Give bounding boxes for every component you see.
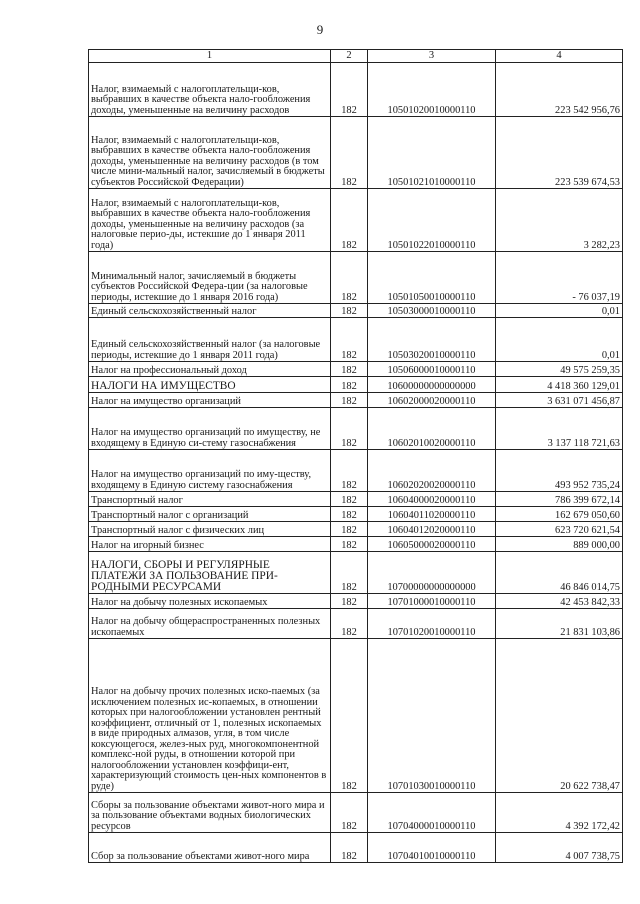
row-budget-code: 10602010020000110	[368, 408, 496, 450]
table-row	[89, 304, 623, 318]
table-row	[89, 318, 623, 362]
row-admin-code: 182	[331, 507, 368, 522]
row-admin-code: 182	[331, 393, 368, 408]
revenue-table	[88, 49, 623, 863]
row-name: Транспортный налог с физических лиц	[89, 522, 331, 537]
row-budget-code: 10704010010000110	[368, 833, 496, 863]
row-amount: 3 137 118 721,63	[496, 408, 623, 450]
table-row	[89, 408, 623, 450]
row-budget-code: 10600000000000000	[368, 377, 496, 393]
row-amount: 20 622 738,47	[496, 639, 623, 793]
row-amount: 0,01	[496, 318, 623, 362]
table-body	[89, 63, 623, 863]
row-amount: 493 952 735,24	[496, 450, 623, 492]
row-amount: 4 392 172,42	[496, 793, 623, 833]
row-admin-code: 182	[331, 362, 368, 377]
row-name: Налог, взимаемый с налогоплательщи-ков, выбравших в качестве объекта нало-гообложения доходы, уменьшенные на величину расходов (в том числе мини-мальный налог, зачисляемый в бюджеты субъектов Российской Федерации)	[89, 117, 331, 189]
row-name: Сборы за пользование объектами живот-ного мира и за пользование объектами водных биологических ресурсов	[89, 793, 331, 833]
table-row	[89, 252, 623, 304]
row-budget-code: 10602000020000110	[368, 393, 496, 408]
row-admin-code: 182	[331, 594, 368, 609]
row-admin-code: 182	[331, 522, 368, 537]
row-budget-code: 10501021010000110	[368, 117, 496, 189]
row-name: Сбор за пользование объектами живот-ного мира	[89, 833, 331, 863]
row-admin-code: 182	[331, 189, 368, 252]
row-budget-code: 10604000020000110	[368, 492, 496, 507]
column-number-4: 4	[496, 50, 623, 63]
table-row	[89, 522, 623, 537]
row-name: НАЛОГИ НА ИМУЩЕСТВО	[89, 377, 331, 393]
row-name: Транспортный налог с организаций	[89, 507, 331, 522]
table-row	[89, 393, 623, 408]
row-name: Налог на имущество организаций по иму-ществу, входящему в Единую систему газоснабжения	[89, 450, 331, 492]
row-admin-code: 182	[331, 252, 368, 304]
row-admin-code: 182	[331, 63, 368, 117]
row-amount: 786 399 672,14	[496, 492, 623, 507]
table-row	[89, 594, 623, 609]
row-name: Налог на добычу общераспространенных полезных ископаемых	[89, 609, 331, 639]
row-amount: 3 282,23	[496, 189, 623, 252]
table-row	[89, 362, 623, 377]
row-budget-code: 10701000010000110	[368, 594, 496, 609]
row-budget-code: 10704000010000110	[368, 793, 496, 833]
row-budget-code: 10501020010000110	[368, 63, 496, 117]
row-amount: 42 453 842,33	[496, 594, 623, 609]
row-amount: 46 846 014,75	[496, 552, 623, 594]
row-name: Налог, взимаемый с налогоплательщи-ков, выбравших в качестве объекта нало-гообложения доходы, уменьшенные на величину расходов (за налоговые перио-ды, истекшие до 1 января 2011 года)	[89, 189, 331, 252]
row-admin-code: 182	[331, 304, 368, 318]
row-name: Налог на имущество организаций по имуществу, не входящему в Единую си-стему газоснабжения	[89, 408, 331, 450]
row-budget-code: 10501050010000110	[368, 252, 496, 304]
column-number-row	[89, 50, 623, 63]
row-admin-code: 182	[331, 450, 368, 492]
table-row	[89, 492, 623, 507]
row-name: Единый сельскохозяйственный налог (за налоговые периоды, истекшие до 1 января 2011 года)	[89, 318, 331, 362]
row-budget-code: 10701030010000110	[368, 639, 496, 793]
row-budget-code: 10501022010000110	[368, 189, 496, 252]
row-budget-code: 10503020010000110	[368, 318, 496, 362]
row-amount: 162 679 050,60	[496, 507, 623, 522]
table-row	[89, 537, 623, 552]
row-name: Налог на игорный бизнес	[89, 537, 331, 552]
row-amount: 223 542 956,76	[496, 63, 623, 117]
table-row	[89, 609, 623, 639]
row-name: Налог на добычу полезных ископаемых	[89, 594, 331, 609]
table-row	[89, 189, 623, 252]
row-amount: - 76 037,19	[496, 252, 623, 304]
row-name: Единый сельскохозяйственный налог	[89, 304, 331, 318]
column-number-2: 2	[331, 50, 368, 63]
row-amount: 223 539 674,53	[496, 117, 623, 189]
row-amount: 4 418 360 129,01	[496, 377, 623, 393]
row-name: Налог на профессиональный доход	[89, 362, 331, 377]
row-budget-code: 10605000020000110	[368, 537, 496, 552]
row-admin-code: 182	[331, 639, 368, 793]
row-budget-code: 10604012020000110	[368, 522, 496, 537]
page-number: 9	[316, 22, 324, 37]
table-row	[89, 117, 623, 189]
row-admin-code: 182	[331, 793, 368, 833]
table-row	[89, 507, 623, 522]
row-admin-code: 182	[331, 408, 368, 450]
row-admin-code: 182	[331, 377, 368, 393]
row-name: Налог, взимаемый с налогоплательщи-ков, выбравших в качестве объекта нало-гообложения доходы, уменьшенные на величину расходов	[89, 63, 331, 117]
row-admin-code: 182	[331, 492, 368, 507]
table-row	[89, 639, 623, 793]
column-number-1: 1	[89, 50, 331, 63]
row-amount: 49 575 259,35	[496, 362, 623, 377]
row-name: НАЛОГИ, СБОРЫ И РЕГУЛЯРНЫЕ ПЛАТЕЖИ ЗА ПОЛЬЗОВАНИЕ ПРИ-РОДНЫМИ РЕСУРСАМИ	[89, 552, 331, 594]
table-row	[89, 450, 623, 492]
row-amount: 4 007 738,75	[496, 833, 623, 863]
row-amount: 0,01	[496, 304, 623, 318]
row-admin-code: 182	[331, 833, 368, 863]
row-budget-code: 10506000010000110	[368, 362, 496, 377]
row-admin-code: 182	[331, 609, 368, 639]
row-name: Налог на добычу прочих полезных иско-паемых (за исключением полезных ис-копаемых, в отношении которых при налогообложении установлен рентный коэффициент, отличный от 1, полезных ископаемых в виде природных алмазов, угля, в том числе коксующегося, желез-ных руд, многокомпонентной комплекс-ной руды, в отношении которой при налогообложении установлен коэффици-ент, характеризующий стоимость цен-ных компонентов в руде)	[89, 639, 331, 793]
row-name: Минимальный налог, зачисляемый в бюджеты субъектов Российской Федера-ции (за налоговые периоды, истекшие до 1 января 2016 года)	[89, 252, 331, 304]
row-name: Налог на имущество организаций	[89, 393, 331, 408]
row-admin-code: 182	[331, 537, 368, 552]
row-amount: 21 831 103,86	[496, 609, 623, 639]
table-row	[89, 833, 623, 863]
row-budget-code: 10503000010000110	[368, 304, 496, 318]
row-budget-code: 10602020020000110	[368, 450, 496, 492]
table-row	[89, 793, 623, 833]
table-row	[89, 63, 623, 117]
row-admin-code: 182	[331, 318, 368, 362]
row-budget-code: 10604011020000110	[368, 507, 496, 522]
column-number-3: 3	[368, 50, 496, 63]
row-amount: 623 720 621,54	[496, 522, 623, 537]
row-amount: 3 631 071 456,87	[496, 393, 623, 408]
row-admin-code: 182	[331, 552, 368, 594]
table-row	[89, 552, 623, 594]
row-budget-code: 10701020010000110	[368, 609, 496, 639]
row-budget-code: 10700000000000000	[368, 552, 496, 594]
row-admin-code: 182	[331, 117, 368, 189]
row-amount: 889 000,00	[496, 537, 623, 552]
row-name: Транспортный налог	[89, 492, 331, 507]
table-row	[89, 377, 623, 393]
